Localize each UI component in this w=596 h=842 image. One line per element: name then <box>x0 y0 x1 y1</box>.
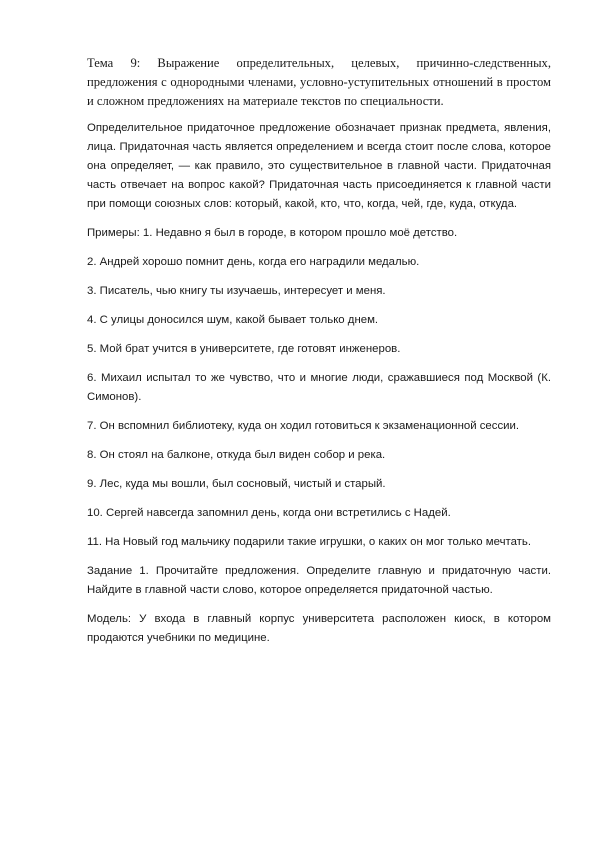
example-8: 8. Он стоял на балконе, откуда был виден собор и река. <box>87 449 386 462</box>
example-3: 3. Писатель, чью книгу ты изучаешь, интересует и меня. <box>87 285 386 298</box>
task-paragraph: Задание 1. Прочитайте предложения. Определите главную и придаточную части. Найдите в главной части слово, которое определяется придаточной частью. <box>87 565 551 597</box>
topic-title: Тема 9: Выражение определительных, целевых, причинно-следственных, предложения с однородными членами, условно-уступительных отношений в простом и сложном предложениях на материале текстов по специальности. <box>87 56 551 108</box>
example-6: 6. Михаил испытал то же чувство, что и многие люди, сражавшиеся под Москвой (К. Симонов). <box>87 372 551 404</box>
example-11: 11. На Новый год мальчику подарили такие игрушки, о каких он мог только мечтать. <box>87 536 531 549</box>
intro-paragraph: Определительное придаточное предложение обозначает признак предмета, явления, лица. Придаточная часть является определением и всегда стоит после слова, которое она определяет, — как правило, это существительное в главной части. Придаточная часть отвечает на вопрос какой? Придаточная часть присоединяется к главной части при помощи союзных слов: который, какой, кто, что, когда, чей, где, куда, откуда. <box>87 122 551 211</box>
example-10: 10. Сергей навсегда запомнил день, когда они встретились с Надей. <box>87 507 451 520</box>
example-2: 2. Андрей хорошо помнит день, когда его наградили медалью. <box>87 256 420 269</box>
example-1: Примеры: 1. Недавно я был в городе, в котором прошло моё детство. <box>87 227 458 240</box>
example-5: 5. Мой брат учится в университете, где готовят инженеров. <box>87 343 401 356</box>
example-9: 9. Лес, куда мы вошли, был сосновый, чистый и старый. <box>87 478 386 491</box>
example-4: 4. С улицы доносился шум, какой бывает только днем. <box>87 314 379 327</box>
model-paragraph: Модель: У входа в главный корпус университета расположен киоск, в котором продаются учебники по медицине. <box>87 613 551 645</box>
example-7: 7. Он вспомнил библиотеку, куда он ходил готовиться к экзаменационной сессии. <box>87 420 520 433</box>
